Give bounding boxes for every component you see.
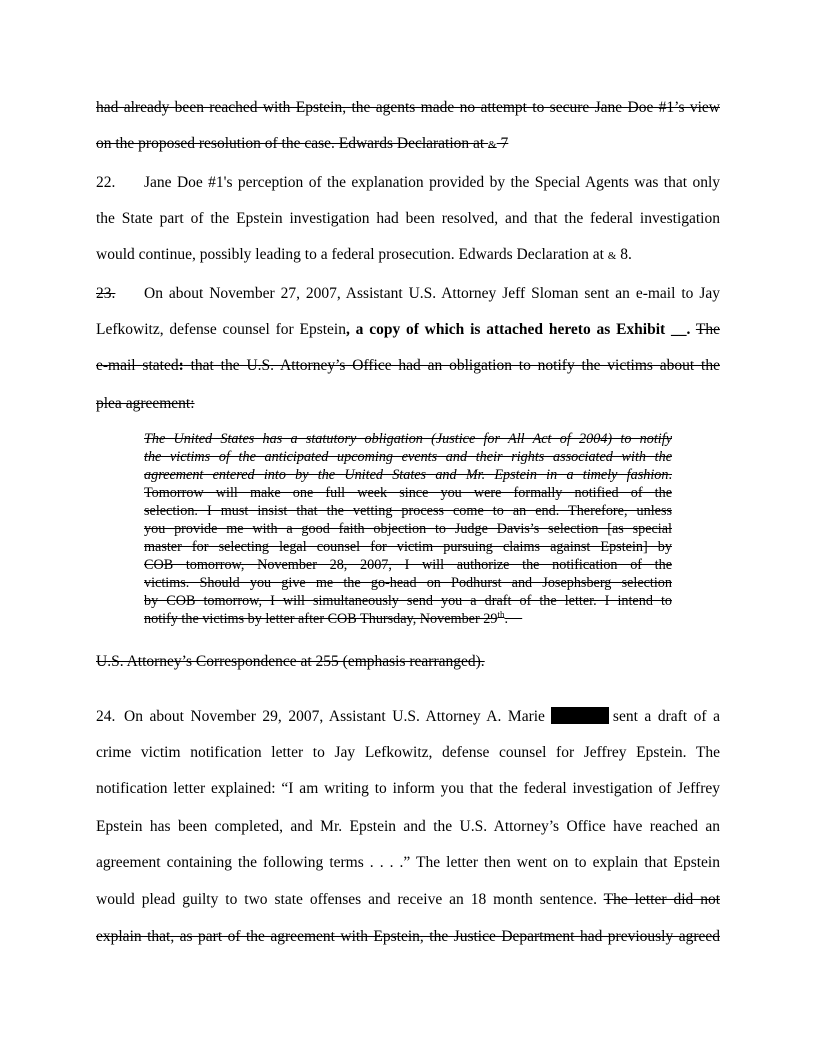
p24-line-3-text: notification letter explained: “I am writing to inform you that the federal investigation of Jeffrey — [96, 780, 720, 797]
quote-line-4 — [144, 485, 672, 503]
p23-line-3-rest: that the U.S. Attorney’s Office had an obligation to notify the victims about the — [183, 357, 720, 374]
p24-line-1-text: On about November 29, 2007, Assistant U.S. Attorney A. Marie — [124, 708, 545, 725]
quote-line-3 — [144, 467, 672, 485]
p23-line-3-text: e-mail stated — [96, 357, 179, 374]
quote-line-5 — [144, 503, 672, 521]
p24-line-1 — [96, 707, 720, 726]
p21-line-2-text: on the proposed resolution of the case. Edwards Declaration at — [96, 135, 489, 152]
p24-line-7-text: explain that, as part of the agreement with Epstein, the Justice Department had previously agreed — [96, 928, 720, 945]
quote-line-8 — [144, 557, 672, 575]
ordinal-superscript: th — [497, 609, 505, 620]
citation-text: U.S. Attorney’s Correspondence at 255 (emphasis rearranged). — [96, 653, 485, 670]
p24-line-5-text: agreement containing the following terms . . . .” The letter then went on to explain that Epstein — [96, 854, 720, 871]
p22-line-1-text: Jane Doe #1's perception of the explanation provided by the Special Agents was that only — [144, 174, 720, 191]
p23-line-4-text: plea agreement: — [96, 395, 195, 412]
quote-line-9 — [144, 575, 672, 593]
quote-line-8-text: COB tomorrow, November 28, 2007, I will authorize the notification of the — [144, 557, 672, 573]
quote-line-4-text: Tomorrow will make one full week since you were formally notified of the — [144, 485, 672, 501]
p24-line-2 — [96, 744, 720, 762]
p23-line-4 — [96, 395, 720, 413]
p24-line-1-rest: sent a draft of a — [612, 708, 720, 725]
p23-line-1 — [96, 285, 720, 303]
quote-line-7-text: master for selecting legal counsel for victim pursuing claims against Epstein] by — [144, 539, 672, 555]
paragraph-number: 24. — [96, 708, 116, 725]
p22-line-3 — [96, 246, 720, 265]
quote-line-1 — [144, 431, 672, 449]
p24-line-6-struck: The letter did not — [603, 891, 720, 908]
paragraph-number: 23. — [96, 285, 116, 302]
exhibit-reference: , a copy of which is attached hereto as Exhibit __. — [345, 321, 691, 338]
quote-line-9-text: victims. Should you give me the go-head on Podhurst and Josephsberg selection — [144, 575, 672, 591]
p24-line-4-text: Epstein has been completed, and Mr. Epstein and the U.S. Attorney’s Office have reached an — [96, 818, 720, 835]
p21-line-2 — [96, 135, 720, 154]
quote-line-10 — [144, 593, 672, 611]
citation-line — [96, 653, 720, 671]
quote-line-2 — [144, 449, 672, 467]
section-symbol: & — [488, 139, 497, 151]
p21-line-1 — [96, 99, 720, 117]
quote-line-1-text: The United States has a statutory obligation (Justice for All Act of 2004) to notify — [144, 431, 672, 447]
p23-line-2-text: Lefkowitz, defense counsel for Epstein — [96, 321, 346, 338]
paragraph-number: 22. — [96, 174, 116, 191]
p22-line-2-text: the State part of the Epstein investigation had been resolved, and that the federal investigation — [96, 210, 720, 227]
quote-line-10-text: by COB tomorrow, I will simultaneously send you a draft of the letter. I intend to — [144, 593, 672, 609]
p24-line-3 — [96, 780, 720, 798]
p23-line-2-struck: The — [695, 321, 720, 338]
p21-line-2-end: 7 — [496, 135, 509, 152]
p23-line-3 — [96, 357, 720, 375]
p22-line-1 — [96, 174, 720, 192]
p24-line-5 — [96, 854, 720, 872]
p23-colon: : — [178, 357, 184, 374]
quote-line-5-text: selection. I must insist that the vetting process come to an end. Therefore, unless — [144, 503, 672, 519]
quote-line-3-end: . — [668, 467, 672, 483]
quote-line-2-text: the victims of the anticipated upcoming events and their rights associated with the — [144, 449, 672, 465]
redaction-box — [551, 707, 609, 724]
p23-line-1-text: On about November 27, 2007, Assistant U.S. Attorney Jeff Sloman sent an e-mail to Jay — [144, 285, 720, 302]
section-symbol: & — [607, 250, 617, 262]
quote-line-6-text: you provide me with a good faith objection to Judge Davis’s selection [as special — [144, 521, 672, 537]
quote-line-11-text: notify the victims by letter after COB Thursday, November 29 — [144, 611, 498, 627]
p21-line-1-text: had already been reached with Epstein, the agents made no attempt to secure Jane Doe #1’s view — [96, 99, 720, 116]
p22-line-2 — [96, 210, 720, 228]
p24-line-6-text: would plead guilty to two state offenses and receive an 18 month sentence. — [96, 891, 604, 908]
p23-line-2 — [96, 321, 720, 339]
p24-line-6 — [96, 891, 720, 909]
p22-line-3-end: 8. — [616, 246, 632, 263]
quote-line-6 — [144, 521, 672, 539]
quote-line-11-end: . — [504, 611, 508, 627]
p22-line-3-text: would continue, possibly leading to a federal prosecution. Edwards Declaration at — [96, 246, 608, 263]
quote-line-3-text: agreement entered into by the United States and Mr. Epstein in a timely fashion — [144, 467, 669, 483]
quote-line-7 — [144, 539, 672, 557]
p24-line-2-text: crime victim notification letter to Jay Lefkowitz, defense counsel for Jeffrey Epstein. The — [96, 744, 720, 761]
quote-line-11 — [144, 611, 672, 629]
p24-line-7 — [96, 928, 720, 946]
p24-line-4 — [96, 818, 720, 836]
